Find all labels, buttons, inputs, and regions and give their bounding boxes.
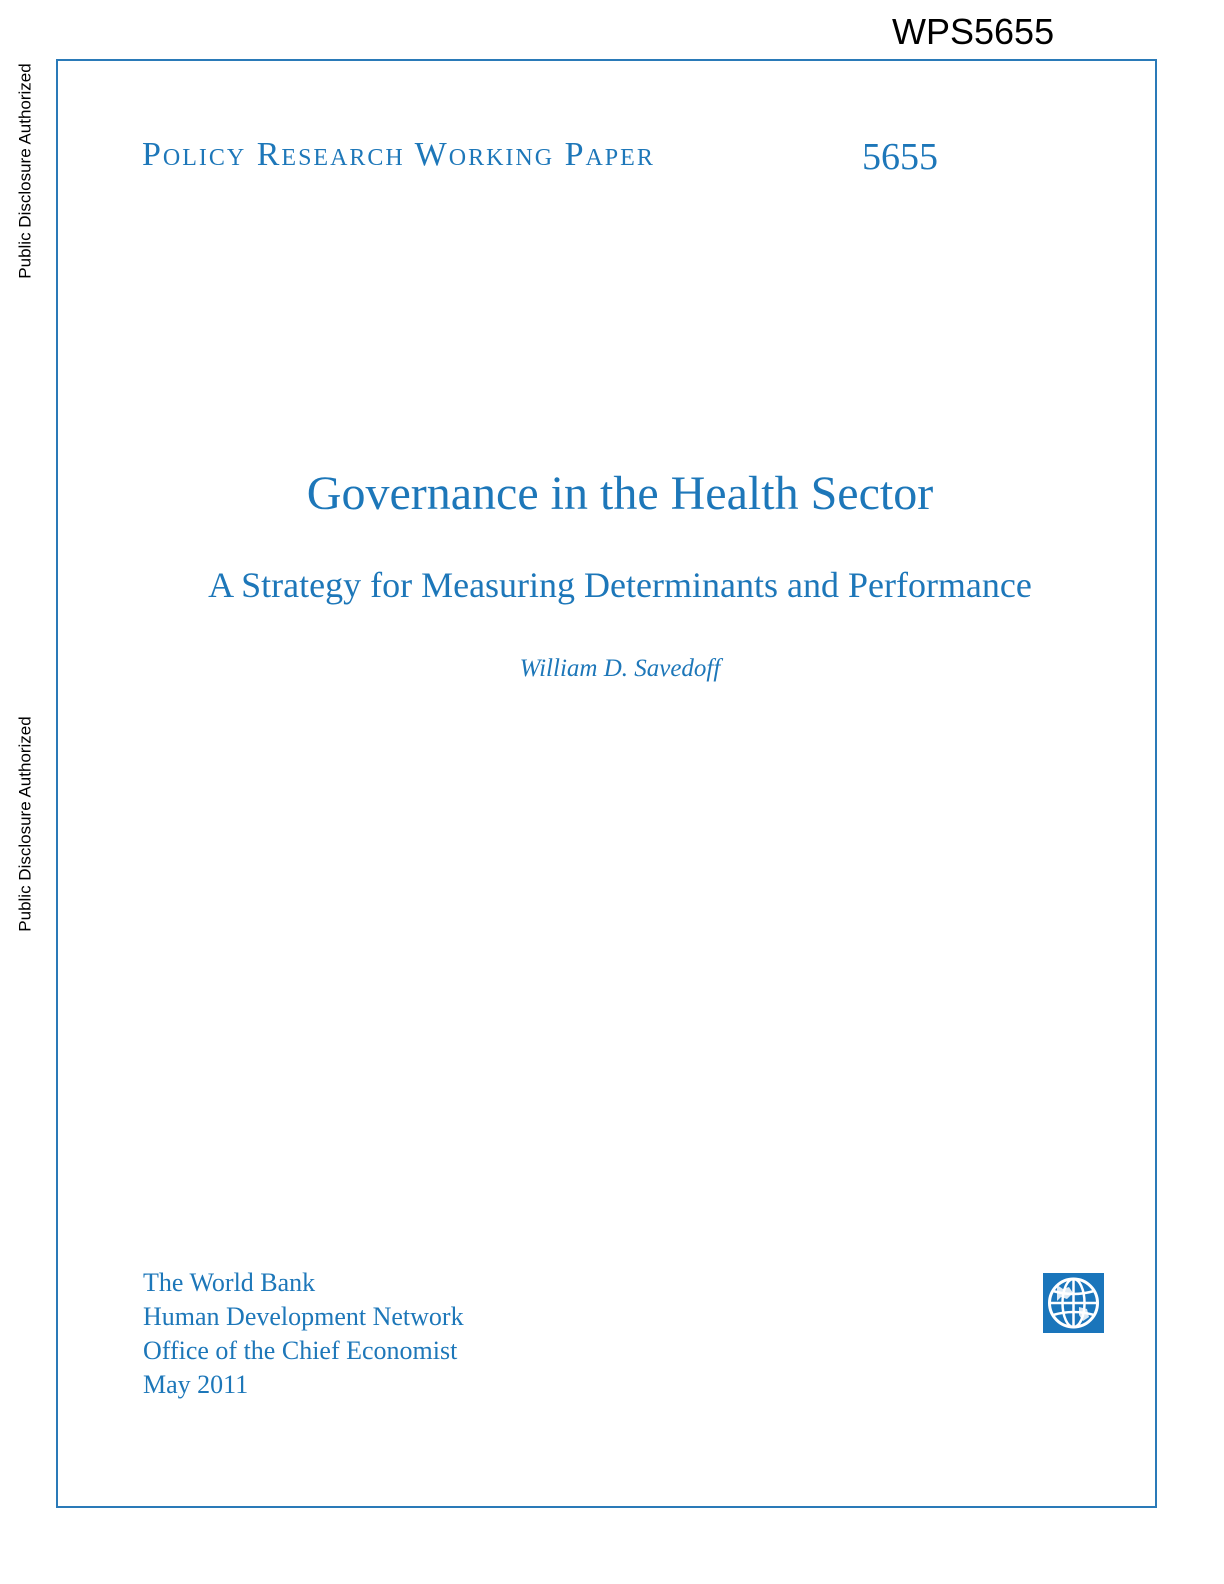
publisher-network: Human Development Network [143,1302,464,1331]
publication-date: May 2011 [143,1370,249,1399]
publisher-block [143,1266,464,1402]
publisher-office: Office of the Chief Economist [143,1336,458,1365]
author-name: William D. Savedoff [519,655,721,682]
paper-subtitle: A Strategy for Measuring Determinants and Performance [208,565,1032,605]
globe-graphic [1043,1273,1104,1333]
series-name: Policy Research Working Paper [142,136,655,173]
series-number: 5655 [862,136,938,178]
paper-title: Governance in the Health Sector [306,467,934,520]
disclosure-stamp-middle: Public Disclosure Authorized [15,716,35,932]
disclosure-stamp-top: Public Disclosure Authorized [15,63,35,279]
publisher-organization: The World Bank [143,1268,316,1297]
document-id: WPS5655 [892,11,1055,52]
world-bank-globe-icon [1043,1273,1104,1333]
